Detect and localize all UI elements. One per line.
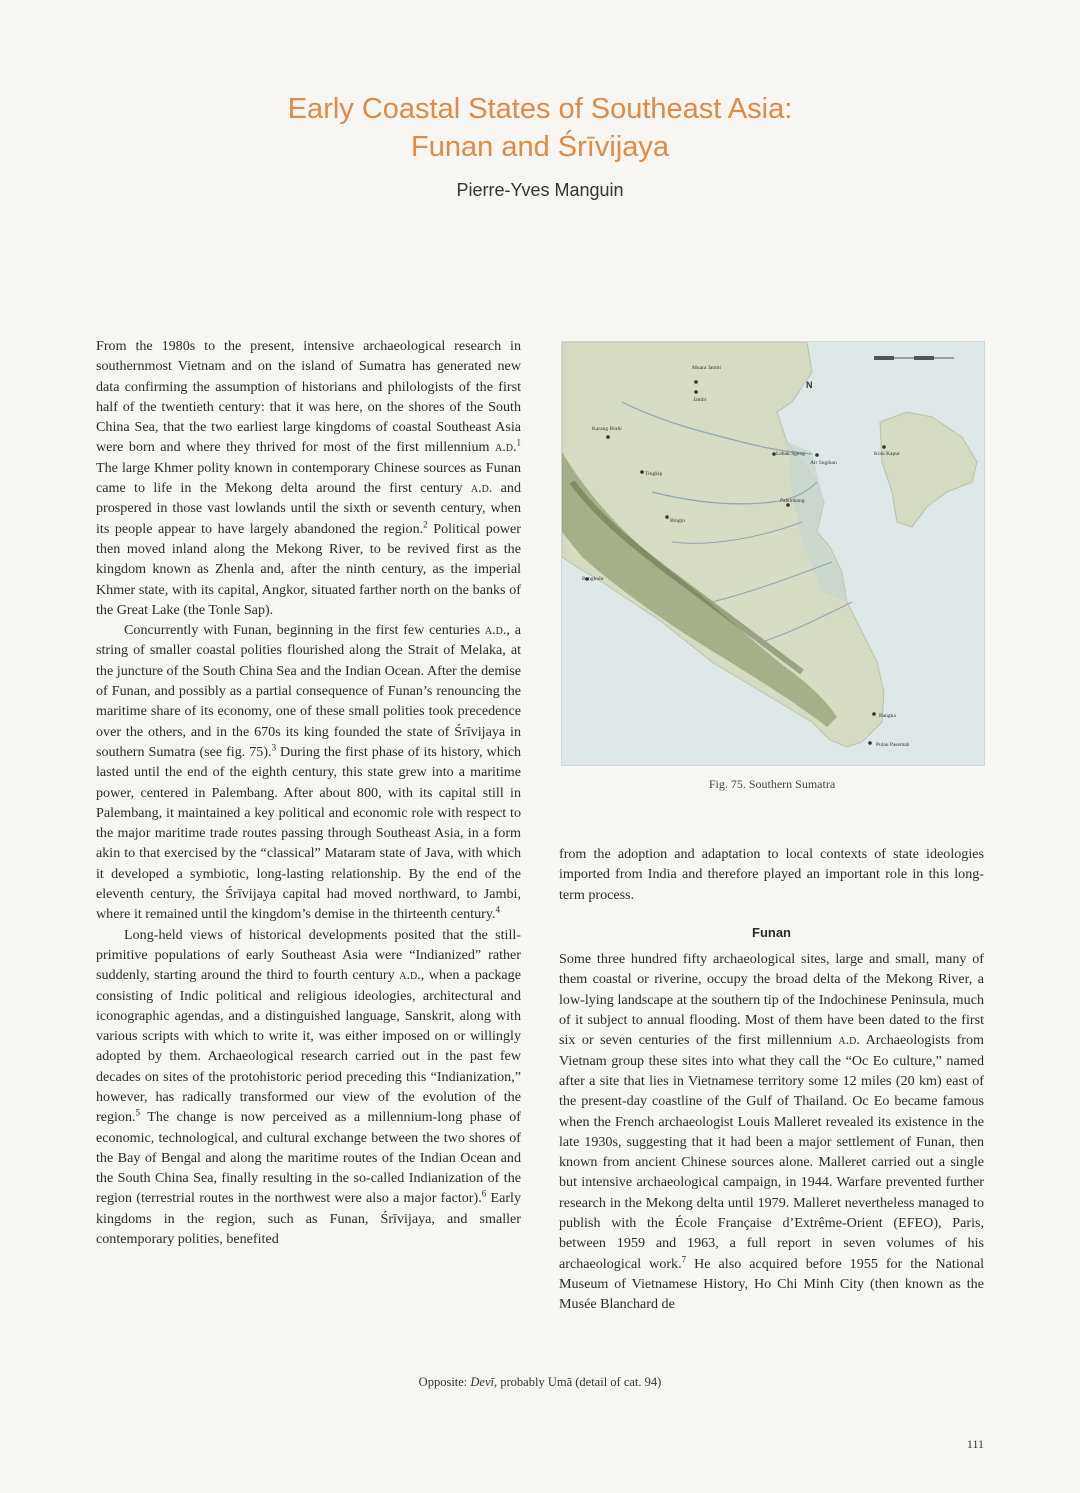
place-label: Tingkip [645, 471, 663, 477]
map-graphic [562, 342, 984, 765]
left-column [96, 336, 521, 1336]
section-heading-funan: Funan [752, 924, 791, 940]
north-arrow-label: N [806, 380, 813, 390]
place-label: Palembang [780, 498, 805, 504]
footnote-ref: 5 [135, 1107, 141, 1118]
paragraph-3: Long-held views of historical developments posited that the still-primitive populations of early Southeast Asia were “Indianized” rather suddenly, starting around the third to fourth century a.d., when a package consisting of Indic political and religious ideologies, architectural and iconographic agendas, and a distinguished language, Sanskrit, along with various scripts with which to write it, was either imposed on or willingly adopted by them. Archaeological research carried out in the past few decades on sites of the protohistoric period preceding this “Indianization,” however, has radically transformed our view of the evolution of the region.$^5$ The change is now perceived as a millennium-long phase of economic, technological, and cultural exchange between the two shores of the Bay of Bengal and along the maritime routes of the Indian Ocean and the South China Sea, finally resulting in the so-called Indianization of the region (terrestrial routes in the northwest were also a major factor).$^6$ Early kingdoms in the region, such as Funan, Śrīvijaya, and smaller contemporary polities, benefited [96, 926, 521, 1248]
place-label: Bengkulu [582, 576, 604, 582]
title-line-2: Funan and Śrīvijaya [411, 131, 669, 163]
footnote-ref: 3 [271, 742, 277, 753]
footnote-ref: 7 [681, 1253, 687, 1264]
footnote-ref: 4 [495, 904, 500, 915]
place-label: Bingin [670, 518, 685, 524]
place-label: Karang Brahi [592, 426, 622, 432]
place-label: Bangka [879, 713, 896, 719]
author-name: Pierre-Yves Manguin [456, 180, 624, 200]
place-label: Muara Jambi [692, 365, 721, 371]
figure-caption: Fig. 75. Southern Sumatra [708, 777, 836, 791]
place-label: Kota Kapur [874, 451, 900, 457]
opposite-caption: Opposite: Devī, probably Umā (detail of cat. 94) [418, 1375, 662, 1389]
footnote-ref: 6 [481, 1188, 487, 1199]
title-line-1: Early Coastal States of Southeast Asia: [287, 93, 793, 125]
article-title [0, 90, 1080, 166]
paragraph-2: Concurrently with Funan, beginning in the first few centuries a.d., a string of smaller coastal polities flourished along the Strait of Melaka, at the juncture of the South China Sea and the Indian Ocean. After the demise of Funan, and possibly as a partial consequence of Funan’s renouncing the maritime share of its economy, one of these small polities took precedence over the others, and in the 670s its king founded the state of Śrīvijaya in southern Sumatra (see fig. 75).$^3$ During the first phase of its history, which lasted until the end of the eighth century, this state grew into a maritime power, centered in Palembang. After about 800, with its capital still in Palembang, it maintained a key political and economic role with respect to the major maritime trade routes passing through Southeast Asia, in a form akin to that exercised by the “classical” Mataram state of Java, with which it developed a symbiotic, long-lasting relationship. By the end of the eleventh century, the Śrīvijaya capital had moved northward, to Jambi, where it remained until the kingdom’s demise in the thirteenth century.$^4$ [96, 622, 521, 923]
map-southern-sumatra [561, 341, 985, 766]
paragraph-continued: from the adoption and adaptation to local contexts of state ideologies imported from India and therefore played an important role in this long-term process. [559, 846, 984, 903]
paragraph-funan: Some three hundred fifty archaeological sites, large and small, many of them coastal or riverine, occupy the broad delta of the Mekong River, a low-lying landscape at the southern tip of the Indochinese Peninsula, much of it subject to annual flooding. Most of them have been dated to the first six or seven centuries of the first millennium a.d. Archaeologists from Vietnam group these sites into what they call the “Oc Eo culture,” named after a site that lies in Vietnamese territory some 12 miles (20 km) east of the present-day coastline of the Gulf of Thailand. Oc Eo became famous when the French archaeologist Louis Malleret revealed its existence in the late 1930s, suggesting that it had been a major settlement of Funan, then known from ancient Chinese sources alone. Malleret carried out a single but intensive archaeological campaign, in 1944. Warfare prevented further research in the Mekong delta until 1979. Malleret nevertheless managed to publish with the École Française d’Extrême-Orient (EFEO), Paris, between 1959 and 1963, a full report in seven volumes of his archaeological work.$^7$ He also acquired before 1955 for the National Museum of Vietnamese History, Ho Chi Minh City (then known as the Musée Blanchard de [559, 951, 984, 1313]
place-label: Pulau Pasemah [876, 742, 910, 748]
footnote-ref: 2 [423, 518, 428, 529]
page-number: 111 [966, 1437, 984, 1451]
footnote-ref: 1 [516, 437, 521, 448]
place-label: Lebak Sgeng [776, 451, 805, 457]
right-column [559, 844, 984, 1344]
paragraph-1: From the 1980s to the present, intensive archaeological research in southernmost Vietnam and on the island of Sumatra has generated new data confirming the assumption of historians and philologists of the first half of the twentieth century: that it was here, on the shores of the South China Sea, that the two earliest large kingdoms of coastal Southeast Asia were born and where they thrived for most of the first millennium a.d.$^1$ The large Khmer polity known in contemporary Chinese sources as Funan came to life in the Mekong delta around the first century a.d. and prospered in those vast lowlands until the sixth or seventh century, when its people appear to have largely abandoned the region.$^2$ Political power then moved inland along the Mekong River, to be revived first as the kingdom known as Zhenla and, after the ninth century, as the imperial Khmer state, with its capital, Angkor, situated farther north on the banks of the Great Lake (the Tonle Sap). [96, 338, 521, 618]
place-label: Air Sugihan [810, 460, 837, 466]
place-label: Jambi [693, 397, 707, 403]
